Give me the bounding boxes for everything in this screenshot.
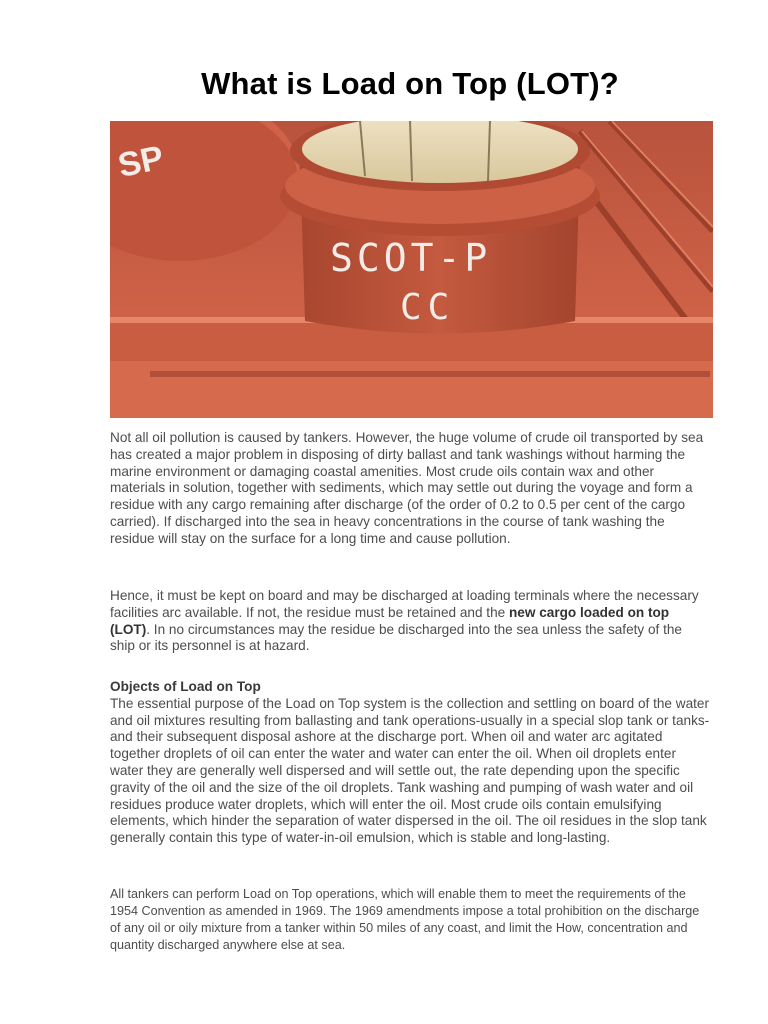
paragraph-tankers: All tankers can perform Load on Top operations, which will enable them to meet the requirements of the 1954 Convention as amended in 1969. The 1969 amendments impose a total prohibition on the discharge of any oil or oily mixture from a tanker within 50 miles of any coast, and limit the How, concentration and quantity discharged anywhere else at sea.	[110, 887, 700, 952]
paragraph-hence	[110, 588, 710, 655]
objects-section	[110, 679, 710, 847]
svg-text:SCOT-P: SCOT-P	[330, 236, 492, 280]
section-heading: Objects of Load on Top	[110, 679, 261, 694]
paragraph-intro: Not all oil pollution is caused by tankers. However, the huge volume of crude oil transported by sea has created a major problem in disposing of dirty ballast and tank washings without harming the marine environment or damaging coastal amenities. Most crude oils contain wax and other materials in solution, together with sediments, which may settle out during the voyage and form a residue with any cargo remaining after discharge (of the order of 0.2 to 0.5 per cent of the cargo carried). If discharged into the sea in heavy concentrations in the course of tank washing the residue will stay on the surface for a long time and cause pollution.	[110, 430, 704, 546]
page-title: What is Load on Top (LOT)?	[201, 66, 619, 101]
paragraph-hence-start: Hence, it must be kept on board and may be discharged at loading terminals where the necessary facilities arc available. If not, the residue must be retained and the	[110, 588, 699, 620]
tank-hatch-photo	[110, 121, 713, 418]
svg-text:SP: SP	[114, 138, 168, 186]
paragraph-objects: The essential purpose of the Load on Top system is the collection and settling on board of the water and oil mixtures resulting from ballasting and tank operations-usually in a special slop tank or tanks-and their subsequent disposal ashore at the discharge port. When oil and water arc agitated together droplets of oil can enter the water and water can enter the oil. When oil droplets enter water they are generally well dispersed and will settle out, the rate depending upon the specific gravity of the oil and the size of the oil droplets. Tank washing and pumping of wash water and oil residues produce water droplets, which will enter the oil. Most crude oils contain emulsifying elements, which hinder the separation of water dispersed in the oil. The oil residues in the slop tank generally contain this type of water-in-oil emulsion, which is stable and long-lasting.	[110, 695, 710, 846]
svg-text:CC: CC	[400, 287, 456, 328]
lot-emphasis: new cargo loaded on top (LOT)	[110, 604, 670, 637]
paragraph-hence-end: . In no circumstances may the residue be discharged into the sea unless the safety of the ship or its personnel is at hazard.	[110, 621, 682, 654]
